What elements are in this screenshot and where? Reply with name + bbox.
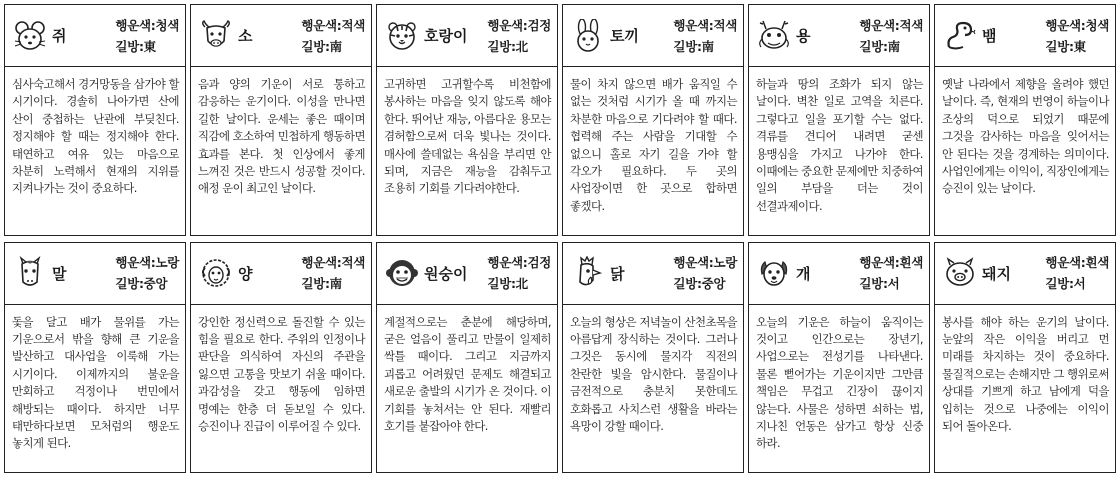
lucky-color: 행운색:노랑 — [115, 255, 179, 270]
fortune-text: 봉사를 해야 하는 운기의 날이다. 눈앞의 작은 이익을 버리고 먼 미래를 차지하는 것이 중요하다. 물질적으로는 손해지만 그 행위로써 상대를 기쁘게 하고 남에게 덕을 입히는 것으로 나중에는 이익이 되어 돌아온다. — [942, 314, 1109, 433]
lucky-color: 행운색:검정 — [487, 255, 551, 270]
card-header — [377, 5, 557, 67]
card-header — [377, 243, 557, 305]
animal-name: 말 — [52, 264, 67, 283]
fortune-text: 심사숙고해서 경거망동을 삼가야 할 시기이다. 경솔히 나아가면 산에 산이 중첩하는 난관에 부딪친다. 정지해야 할 때는 정지해야 한다. 태연하고 여유 있는 마음으로 차분히 노력해서 현재의 지위를 지켜나가는 것이 중요하다. — [12, 77, 179, 196]
dragon-icon — [757, 19, 791, 53]
lucky-direction: 길방:중앙 — [673, 276, 726, 291]
fortune-card-dog — [748, 242, 930, 474]
rabbit-icon — [571, 19, 605, 53]
fortune-meta — [301, 15, 365, 57]
snake-icon — [943, 19, 977, 53]
lucky-direction: 길방:南 — [301, 38, 342, 54]
card-header — [563, 5, 743, 67]
rat-icon — [13, 19, 47, 53]
lucky-color: 행운색:검정 — [487, 17, 551, 33]
lucky-direction: 길방:서 — [859, 276, 900, 291]
monkey-icon — [385, 256, 419, 290]
fortune-card-tiger — [376, 4, 558, 236]
animal-name: 양 — [238, 264, 253, 283]
animal-name: 닭 — [610, 264, 625, 283]
animal-name: 돼지 — [982, 264, 1011, 283]
lucky-color: 행운색:청색 — [115, 17, 179, 33]
fortune-card-sheep — [190, 242, 372, 474]
fortune-meta — [487, 252, 551, 294]
fortune-text: 계절적으로는 춘분에 해당하며, 굳은 얼음이 풀리고 만물이 일제히 싹틀 때이다. 그리고 지금까지 괴롭고 어려웠던 문제도 해결되고 새로운 출발의 시기가 온 것이다. 이 기회를 놓쳐서는 안 된다. 재빨리 호기를 붙잡아야 한다. — [384, 314, 551, 433]
ox-icon — [199, 19, 233, 53]
fortune-text: 강인한 정신력으로 돌진할 수 있는 힘을 필요로 한다. 주위의 인정이나 판단을 의식하여 자신의 주관을 잃으면 고통을 맛보기 쉬울 때이다. 과감성을 갖고 행동에 임하면 명예는 한층 더 돋보일 수 있다. 승진이나 진급이 이루어질 수 있다. — [198, 314, 365, 433]
animal-name: 쥐 — [52, 27, 67, 45]
card-header — [935, 243, 1115, 305]
card-header — [5, 5, 185, 67]
fortune-meta — [487, 15, 551, 57]
fortune-meta — [859, 252, 923, 294]
lucky-color: 행운색:적색 — [301, 255, 365, 270]
fortune-text: 옛날 나라에서 제향을 올려야 했던 날이다. 즉, 현재의 번영이 하늘이나 조상의 덕으로 되었기 때문에 그것을 감사하는 마음을 잊어서는 안 된다는 것을 경계하는 의미이다. 사업인에게는 이익이, 직장인에게는 승진이 있는 날이다. — [942, 77, 1109, 196]
zodiac-fortune-grid — [4, 4, 1116, 473]
horse-icon — [13, 256, 47, 290]
fortune-text: 하늘과 땅의 조화가 되지 않는 날이다. 벽찬 일로 고역을 치른다. 그렇다고 일을 포기할 수는 없다. 격류를 견디어 내려면 굳센 용맹심을 가지고 나가야 한다. 이때에는 중요한 문제에만 치중하여 일의 부담을 더는 것이 선결과제이다. — [756, 77, 923, 213]
fortune-card-ox — [190, 4, 372, 236]
lucky-direction: 길방:南 — [673, 38, 714, 54]
lucky-color: 행운색:흰색 — [1045, 255, 1109, 270]
fortune-card-horse — [4, 242, 186, 474]
card-header — [749, 5, 929, 67]
fortune-meta — [115, 252, 179, 294]
fortune-text: 돛을 달고 배가 물위를 가는 기운으로서 밖을 향해 큰 기운을 발산하고 대사업을 이룩해 가는 시기이다. 이제까지의 불운을 만회하고 걱정이나 번민에서 해방되는 때이다. 하지만 너무 태만하다보면 모처럼의 행운도 놓치게 된다. — [12, 314, 179, 451]
lucky-color: 행운색:청색 — [1045, 17, 1109, 33]
card-header — [191, 5, 371, 67]
animal-name: 토끼 — [610, 27, 639, 45]
fortune-card-pig — [934, 242, 1116, 474]
lucky-direction: 길방:北 — [487, 276, 528, 291]
lucky-direction: 길방:南 — [301, 276, 342, 291]
fortune-meta — [673, 252, 737, 294]
fortune-text: 오늘의 형상은 저녁놀이 산천초목을 아름답게 장식하는 것이다. 그러나 그것은 동시에 물지각 직전의 찬란한 빛을 암시한다. 물질이나 금전적으로 충분치 못한데도 호화롭고 사치스런 생활을 바라는 욕망이 강할 때이다. — [570, 314, 737, 433]
fortune-meta — [1045, 15, 1109, 57]
lucky-direction: 길방:南 — [859, 38, 900, 54]
fortune-meta — [859, 15, 923, 57]
lucky-direction: 길방:東 — [1045, 38, 1086, 54]
lucky-color: 행운색:적색 — [859, 17, 923, 33]
animal-name: 원숭이 — [424, 264, 468, 283]
card-header — [563, 243, 743, 305]
card-header — [749, 243, 929, 305]
fortune-card-rat — [4, 4, 186, 236]
tiger-icon — [385, 19, 419, 53]
fortune-text: 고귀하면 고귀할수록 비천함에 봉사하는 마음을 잊지 않도록 해야 한다. 뛰어난 재능, 아름다운 용모는 겸허함으로써 더욱 빛나는 것이다. 매사에 쓸데없는 욕심을 부리면 안 되며, 지금은 재능을 감춰두고 조용히 기회를 기다려야한다. — [384, 77, 551, 196]
fortune-card-rooster — [562, 242, 744, 474]
fortune-card-rabbit — [562, 4, 744, 236]
card-header — [5, 243, 185, 305]
fortune-card-dragon — [748, 4, 930, 236]
lucky-color: 행운색:노랑 — [673, 255, 737, 270]
lucky-color: 행운색:흰색 — [859, 255, 923, 270]
fortune-text: 물이 차지 않으면 배가 움직일 수 없는 것처럼 시기가 올 때 까지는 차분한 마음으로 기다려야 할 때다. 협력해 주는 사람을 기대할 수 없으니 홀로 자기 길을 가야 할 각오가 필요하다. 두 곳의 사업장이면 한 곳으로 합하면 좋겠다. — [570, 77, 737, 213]
lucky-direction: 길방:北 — [487, 38, 528, 54]
fortune-text: 오늘의 기운은 하늘이 움직이는 것이고 인간으로는 장년기, 사업으로는 전성기를 나타낸다. 물론 뻗어가는 기운이지만 그만큼 책임은 무겁고 긴장이 끊이지 않는다. 사물은 성하면 쇠하는 법, 지나친 언동은 삼가고 항상 신중 하라. — [756, 314, 923, 451]
animal-name: 뱀 — [982, 27, 997, 45]
dog-icon — [757, 256, 791, 290]
animal-name: 호랑이 — [424, 27, 468, 45]
lucky-direction: 길방:東 — [115, 38, 156, 54]
animal-name: 소 — [238, 27, 253, 45]
rooster-icon — [571, 256, 605, 290]
pig-icon — [943, 256, 977, 290]
fortune-meta — [301, 252, 365, 294]
lucky-color: 행운색:적색 — [673, 17, 737, 33]
lucky-direction: 길방:서 — [1045, 276, 1086, 291]
fortune-card-monkey — [376, 242, 558, 474]
sheep-icon — [199, 256, 233, 290]
fortune-card-snake — [934, 4, 1116, 236]
fortune-meta — [673, 15, 737, 57]
fortune-meta — [115, 15, 179, 57]
fortune-meta — [1045, 252, 1109, 294]
fortune-text: 음과 양의 기운이 서로 통하고 감응하는 운기이다. 이성을 만나면 길한 날이다. 운세는 좋은 때이며 직감에 호소하여 민첩하게 행동하면 효과를 본다. 첫 인상에서 좋게 느껴진 것은 반드시 성공할 것이다. 애정 운이 최고인 날이다. — [198, 77, 365, 196]
card-header — [935, 5, 1115, 67]
animal-name: 개 — [796, 264, 811, 283]
animal-name: 용 — [796, 27, 811, 45]
card-header — [191, 243, 371, 305]
lucky-color: 행운색:적색 — [301, 17, 365, 33]
lucky-direction: 길방:중앙 — [115, 276, 168, 291]
